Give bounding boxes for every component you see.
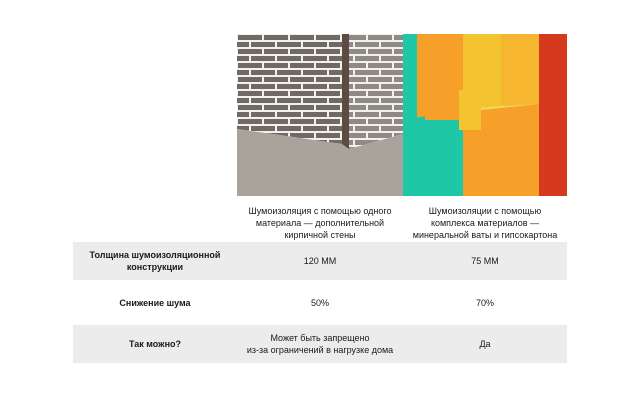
row-label-line-2: конструкции bbox=[126, 262, 184, 272]
row-label bbox=[73, 338, 237, 350]
row-label bbox=[73, 249, 237, 273]
brick-wall-caption bbox=[237, 205, 403, 241]
mineral-wool-image bbox=[403, 34, 567, 196]
table-row-thickness bbox=[73, 242, 567, 280]
brick-wall-value-line-2: из-за ограничений в нагрузке дома bbox=[246, 345, 394, 355]
table-row-allowed bbox=[73, 325, 567, 363]
row-label-line-1: Снижение шума bbox=[119, 298, 191, 308]
brick-wall-caption-line-3: кирпичной стены bbox=[284, 230, 356, 240]
brick-wall-value-line-1: 50% bbox=[310, 298, 329, 308]
mineral-wool-caption bbox=[403, 205, 567, 241]
mineral-wool-illustration bbox=[403, 34, 567, 196]
brick-wall-value bbox=[237, 255, 403, 267]
mineral-wool-value: 75 ММ bbox=[471, 256, 499, 266]
mineral-wool-caption-line-3: минеральной ваты и гипсокартона bbox=[412, 230, 558, 240]
brick-wall-value-line-1: Может быть запрещено bbox=[270, 333, 370, 343]
brick-wall-caption-line-1: Шумоизоляция с помощью одного bbox=[248, 206, 392, 216]
brick-wall-illustration bbox=[237, 34, 403, 196]
row-label bbox=[73, 297, 237, 309]
table-row-noise-reduction bbox=[73, 286, 567, 320]
row-label-line-1: Так можно? bbox=[128, 339, 181, 349]
brick-wall-value bbox=[237, 332, 403, 356]
brick-wall-value bbox=[237, 297, 403, 309]
mineral-wool-caption-line-2: комплекса материалов — bbox=[430, 218, 540, 228]
brick-wall-caption-line-2: материала — дополнительной bbox=[255, 218, 385, 228]
brick-wall-image bbox=[237, 34, 403, 196]
brick-wall-value-line-1: 120 ММ bbox=[303, 256, 337, 266]
mineral-wool-caption-line-1: Шумоизоляции с помощью bbox=[428, 206, 542, 216]
row-label-line-1: Толщина шумоизоляционной bbox=[89, 250, 221, 260]
mineral-wool-value: 70% bbox=[475, 298, 494, 308]
mineral-wool-value: Да bbox=[479, 339, 491, 349]
